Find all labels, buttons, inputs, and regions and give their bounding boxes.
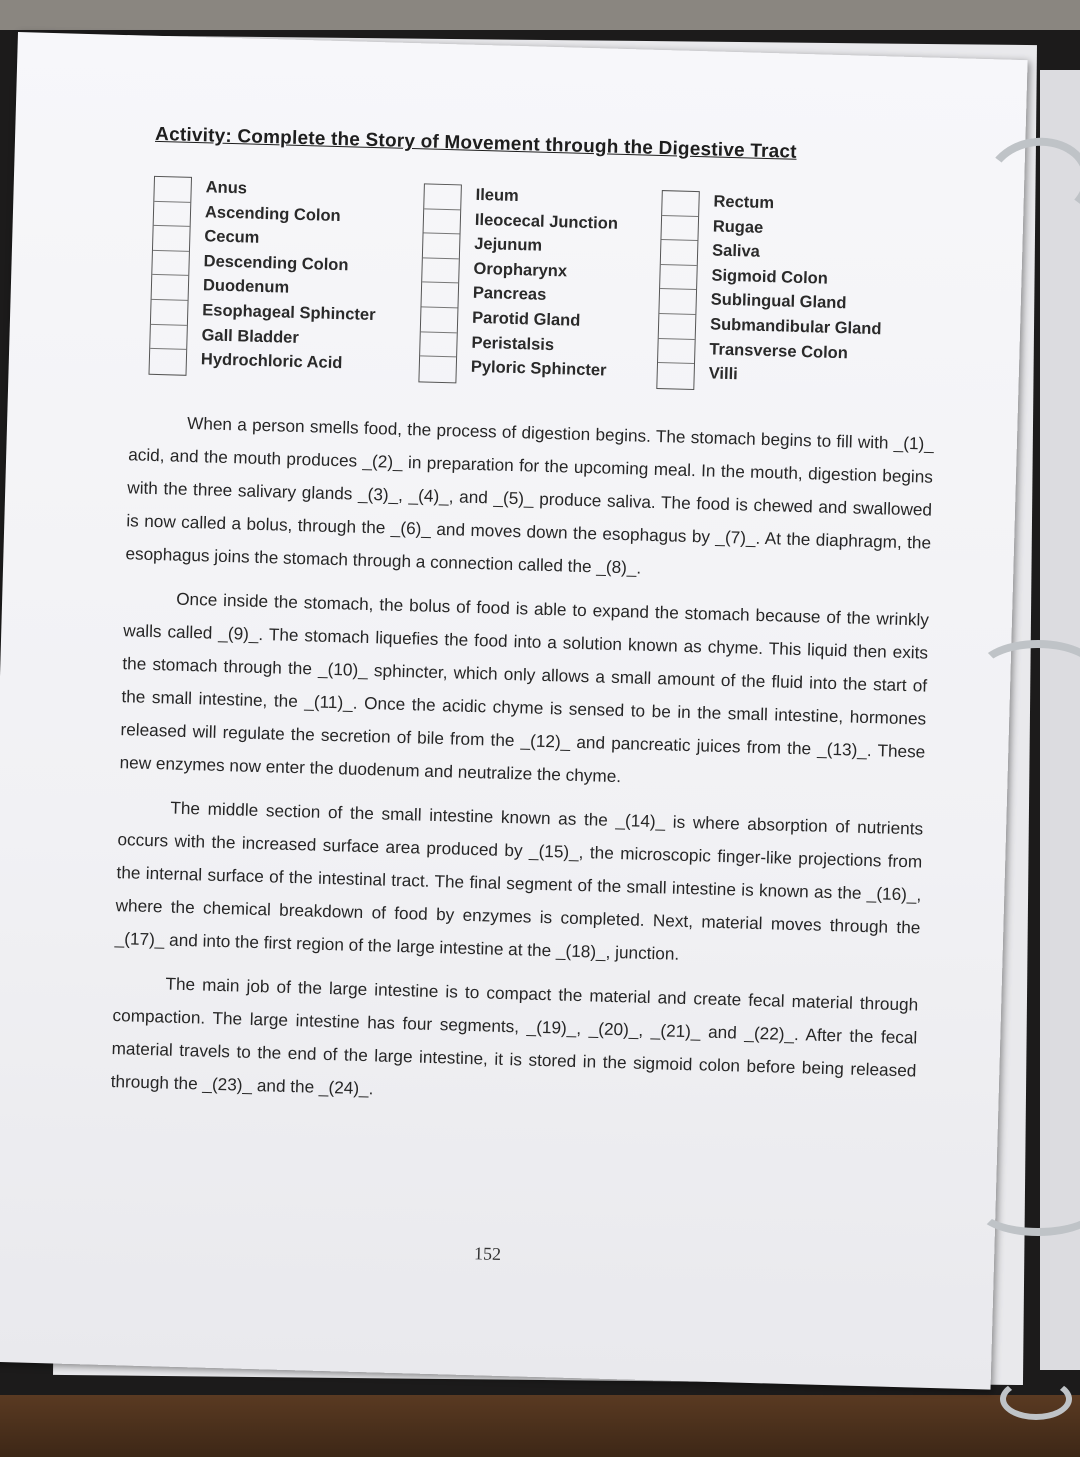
activity-title: Activity: Complete the Story of Movement through the Digestive Tract: [154, 123, 797, 163]
answer-box[interactable]: [150, 324, 187, 350]
answer-box[interactable]: [422, 258, 459, 284]
answer-box[interactable]: [424, 184, 461, 210]
word-bank-term: Rectum: [713, 192, 775, 213]
answer-boxes: [418, 183, 462, 383]
page-number: 152: [473, 1243, 502, 1264]
word-list: [708, 189, 885, 390]
story-paragraph-2: Once inside the stomach, the bolus of food is able to expand the stomach because of the wrinkly walls called _(9)_. The stomach liquefies the food into a solution known as chyme. This liquid then exits the stomach through the _(10)_ sphincter, which only allows a small amount of the fluid into the start of the small intestine, the _(11)_. Once the acidic chyme is sensed to be in the small intestine, hormones released will regulate the secretion of bile from the _(12)_ and pancreatic juices from the _(13)_. These new enzymes now enter the duodenum and neutralize the chyme.: [119, 588, 930, 787]
story-text: [110, 405, 934, 1131]
answer-box[interactable]: [659, 289, 696, 315]
word-bank-term: Jejunum: [474, 235, 543, 255]
answer-box[interactable]: [424, 209, 461, 235]
answer-box[interactable]: [657, 363, 694, 389]
answer-box[interactable]: [420, 332, 457, 358]
answer-box[interactable]: [661, 216, 698, 242]
word-bank-term: Anus: [205, 178, 248, 198]
word-bank-term: Parotid Gland: [471, 308, 581, 330]
word-bank-term: Peristalsis: [471, 333, 555, 354]
answer-box[interactable]: [662, 191, 699, 217]
word-bank-term: Sublingual Gland: [710, 290, 847, 313]
desk-surface: [0, 0, 1080, 30]
answer-box[interactable]: [152, 251, 189, 277]
word-bank-term: Duodenum: [202, 276, 290, 298]
word-bank-term: Pancreas: [472, 284, 547, 305]
wood-table: [0, 1395, 1080, 1457]
word-bank-term: Ascending Colon: [204, 202, 341, 225]
word-bank-term: Villi: [708, 364, 739, 384]
answer-box[interactable]: [150, 349, 187, 375]
answer-box[interactable]: [154, 201, 191, 227]
answer-box[interactable]: [660, 265, 697, 291]
word-bank-term: Rugae: [712, 217, 764, 237]
word-bank-term: Submandibular Gland: [709, 315, 882, 339]
worksheet-page: [0, 32, 1028, 1390]
answer-box[interactable]: [421, 283, 458, 309]
answer-boxes: [656, 190, 700, 390]
answer-box[interactable]: [152, 275, 189, 301]
answer-box[interactable]: [151, 300, 188, 326]
word-bank-term: Ileum: [475, 185, 519, 206]
answer-boxes: [148, 176, 192, 376]
word-list: [201, 175, 380, 377]
word-bank-term: Sigmoid Colon: [711, 266, 829, 288]
word-bank-term: Transverse Colon: [709, 339, 849, 362]
answer-box[interactable]: [658, 339, 695, 365]
word-bank-term: Cecum: [204, 227, 260, 248]
word-bank-term: Oropharynx: [473, 259, 568, 281]
word-bank-term: Ileocecal Junction: [474, 210, 619, 233]
word-bank-term: Descending Colon: [203, 252, 349, 275]
word-bank-term: Hydrochloric Acid: [200, 350, 343, 373]
next-page-edge: [1040, 70, 1080, 1370]
story-paragraph-1: When a person smells food, the process of digestion begins. The stomach begins to fill with _(1)_ acid, and the mouth produces _(2)_ in preparation for the upcoming meal. In the mouth, digestion begins with the three salivary glands _(3)_, _(4)_, and _(5)_ produce saliva. The food is chewed and swallowed is now called a bolus, through the _(6)_ and moves down the esophagus by _(7)_. At the diaphragm, the esophagus joins the stomach through a connection called the _(8)_.: [125, 412, 935, 578]
story-paragraph-3: The middle section of the small intestine known as the _(14)_ is where absorption of nutrients occurs with the increased surface area produced by _(15)_, the microscopic finger-like projections from the internal surface of the intestinal tract. The final segment of the small intestine is known as the _(16)_, where the chemical breakdown of food by enzymes is completed. Next, material moves through the _(17)_ and into the first region of the large intestine at the _(18)_, junction.: [114, 797, 924, 964]
binder-ring-icon: [1000, 1378, 1072, 1420]
answer-box[interactable]: [421, 307, 458, 333]
word-bank-term: Pyloric Sphincter: [470, 357, 607, 380]
answer-box[interactable]: [153, 226, 190, 252]
answer-box[interactable]: [419, 357, 456, 383]
answer-box[interactable]: [661, 240, 698, 266]
word-bank-term: Esophageal Sphincter: [202, 301, 376, 325]
answer-box[interactable]: [659, 314, 696, 340]
story-paragraph-4: The main job of the large intestine is to compact the material and create fecal material through compaction. The large intestine has four segments, _(19)_, _(20)_, _(21)_ and _(22)_. After the fecal material travels to the end of the large intestine, it is stored in the sigmoid colon before being released through the _(23)_ and the _(24)_.: [110, 973, 919, 1099]
word-bank-term: Gall Bladder: [201, 325, 300, 347]
word-bank-term: Saliva: [711, 241, 761, 261]
word-list: [470, 183, 618, 384]
answer-box[interactable]: [423, 234, 460, 260]
answer-box[interactable]: [154, 177, 191, 203]
